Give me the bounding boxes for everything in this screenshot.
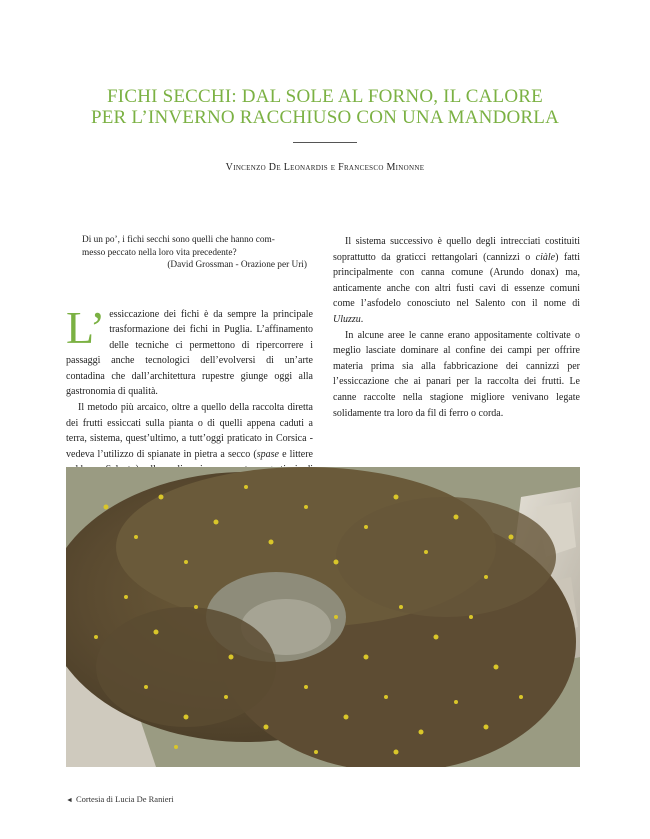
article-authors: Vincenzo De Leonardis e Francesco Minonne [225,162,425,173]
epigraph-line-2: messo peccato nella loro vita precedente? [82,247,237,258]
epigraph-line-1: Di un po’, i fichi secchi sono quelli che hanno com- [82,235,275,245]
drop-cap: L’ [66,301,106,353]
epigraph [82,234,307,272]
paragraph-2: Il metodo più arcaico, oltre a quello della raccolta diretta dei frutti essiccati sulla pianta o di quelli appena caduti a terra, sistema, quest’ultimo, a tutt’oggi praticato in Corsica - vedeva l’utilizzo di spianate in pietra a secco (spase e littere [66,402,313,460]
photo-credit-text: Cortesia di Lucia De Ranieri [75,794,174,804]
paragraph-1: essiccazione dei fichi è da sempre la principale trasformazione dei fichi in Puglia. L’affinamento delle tecniche ci permettono di ripercorrere i passaggi anche tecnologici dell’evolversi di un’arte contadina che dall’architettura rupestre giunge oggi alla gastronomia di qualità. [66,308,313,398]
epigraph-source: (David Grossman - Orazione per Uri) [167,260,307,270]
text-column-right [333,234,580,421]
paragraph-4: In alcune aree le canne erano appositamente coltivate o meglio lasciate dominare al confine dei campi per offrire materia prima sia alla fabbricazione dei cannizzi per l’essiccazione che ai panari per la raccolta dei frutti. Le canne raccolte nella stagione migliore venivano legate solidamente tra loro da fil di ferro o corda. [333,329,580,419]
article-title-line-1: FICHI SECCHI: DAL SOLE AL FORNO, IL CALORE [107,86,543,107]
photo-credit [66,794,174,804]
article-title-line-2: PER L’INVERNO RACCHIUSO CON UNA MANDORLA [90,107,560,128]
paragraph-3: Il sistema successivo è quello degli intrecciati costituiti soprattutto da graticci rettangolari (cannizzi o ciàle) fatti principalmente con canna comune (Arundo donax) ma, anticamente anche con altri fusti cavi di essenze comuni come l’asfodelo conosciuto nel Salento con il nome di Uluzzu. [333,236,581,325]
article-title [40,86,610,128]
left-arrow-icon: ◄ [66,796,73,804]
intro-paragraph [66,301,313,401]
title-divider [293,142,357,143]
shrub-photo [66,467,580,767]
